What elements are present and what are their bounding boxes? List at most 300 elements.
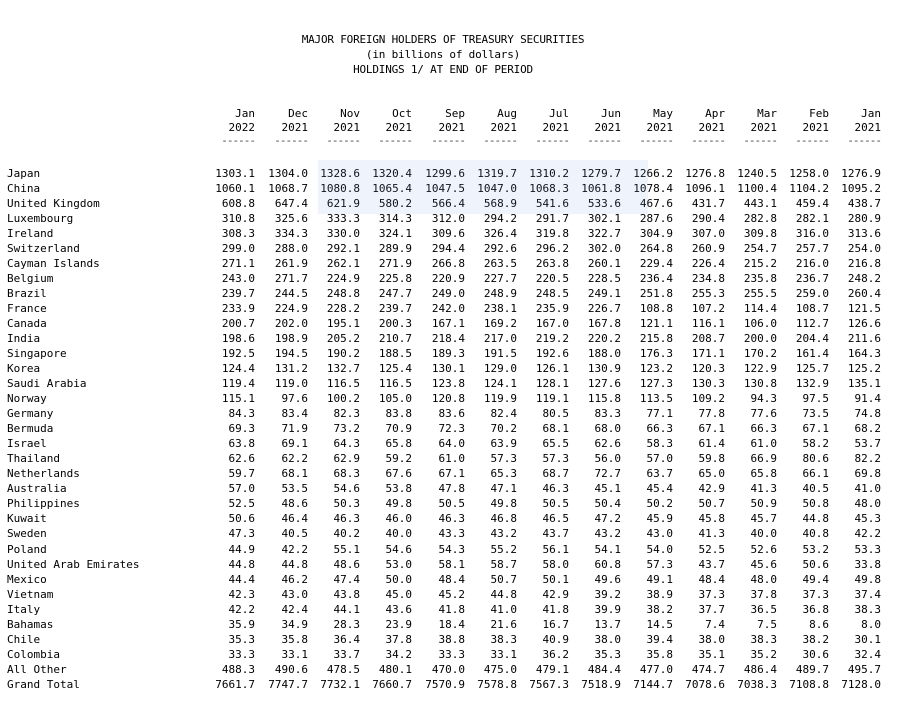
column-year-header: 2021 [802,121,829,134]
holding-value-cell: 1299.6 [425,167,465,180]
holding-value-cell: 47.2 [594,512,621,525]
holding-value-cell: 83.8 [385,407,412,420]
holding-value-cell: 7747.7 [268,678,308,691]
holding-value-cell: 130.3 [691,377,725,390]
holding-value-cell: 35.8 [281,633,308,646]
holding-value-cell: 495.7 [847,663,881,676]
holding-value-cell: 1320.4 [372,167,412,180]
holding-value-cell: 7128.0 [841,678,881,691]
holding-value-cell: 289.9 [378,242,412,255]
holding-value-cell: 257.7 [795,242,829,255]
holding-value-cell: 7108.8 [789,678,829,691]
holding-value-cell: 227.7 [483,272,517,285]
holding-value-cell: 57.0 [228,482,255,495]
holding-value-cell: 107.2 [691,302,725,315]
holding-value-cell: 192.6 [535,347,569,360]
holding-value-cell: 1276.8 [685,167,725,180]
holding-value-cell: 488.3 [221,663,255,676]
holding-value-cell: 239.7 [378,302,412,315]
holding-value-cell: 43.2 [490,527,517,540]
row-country-label: Cayman Islands [7,257,100,270]
holding-value-cell: 216.8 [847,257,881,270]
row-country-label: Luxembourg [7,212,74,225]
holding-value-cell: 326.4 [483,227,517,240]
holding-value-cell: 309.6 [431,227,465,240]
holding-value-cell: 42.2 [228,603,255,616]
holding-value-cell: 43.8 [333,588,360,601]
column-separator: ------ [639,134,673,147]
holding-value-cell: 33.3 [438,648,465,661]
holding-value-cell: 38.2 [646,603,673,616]
holding-value-cell: 294.2 [483,212,517,225]
holding-value-cell: 113.5 [639,392,673,405]
holding-value-cell: 484.4 [587,663,621,676]
holding-value-cell: 50.0 [385,573,412,586]
holding-value-cell: 50.8 [802,497,829,510]
holding-value-cell: 234.8 [691,272,725,285]
holding-value-cell: 1328.6 [320,167,360,180]
column-year-header: 2021 [646,121,673,134]
column-month-header: Jan [235,107,255,120]
holding-value-cell: 52.5 [698,543,725,556]
holding-value-cell: 1240.5 [737,167,777,180]
column-month-header: Jun [601,107,621,120]
holding-value-cell: 68.3 [333,467,360,480]
holding-value-cell: 38.0 [594,633,621,646]
holding-value-cell: 116.5 [326,377,360,390]
holding-value-cell: 35.8 [646,648,673,661]
holding-value-cell: 215.8 [639,332,673,345]
holding-value-cell: 44.8 [281,558,308,571]
holding-value-cell: 77.6 [750,407,777,420]
holding-value-cell: 43.2 [594,527,621,540]
holding-value-cell: 192.5 [221,347,255,360]
column-separator: ------ [431,134,465,147]
holding-value-cell: 541.6 [535,197,569,210]
holding-value-cell: 33.7 [333,648,360,661]
holding-value-cell: 54.3 [438,543,465,556]
holding-value-cell: 120.8 [431,392,465,405]
holding-value-cell: 57.0 [646,452,673,465]
holding-value-cell: 53.5 [281,482,308,495]
holding-value-cell: 68.7 [542,467,569,480]
holding-value-cell: 116.5 [378,377,412,390]
holding-value-cell: 475.0 [483,663,517,676]
holding-value-cell: 229.4 [639,257,673,270]
holding-value-cell: 100.2 [326,392,360,405]
holding-value-cell: 53.0 [385,558,412,571]
holding-value-cell: 125.4 [378,362,412,375]
holding-value-cell: 38.9 [646,588,673,601]
holding-value-cell: 479.1 [535,663,569,676]
holding-value-cell: 62.9 [333,452,360,465]
holding-value-cell: 60.8 [594,558,621,571]
holding-value-cell: 59.7 [228,467,255,480]
holding-value-cell: 319.8 [535,227,569,240]
holding-value-cell: 125.7 [795,362,829,375]
holding-value-cell: 49.6 [594,573,621,586]
row-country-label: Vietnam [7,588,54,601]
holding-value-cell: 77.8 [698,407,725,420]
holding-value-cell: 68.1 [542,422,569,435]
holding-value-cell: 65.3 [490,467,517,480]
holding-value-cell: 40.0 [750,527,777,540]
holding-value-cell: 106.0 [743,317,777,330]
holding-value-cell: 52.5 [228,497,255,510]
row-country-label: Germany [7,407,54,420]
row-country-label: Italy [7,603,41,616]
holding-value-cell: 55.2 [490,543,517,556]
row-country-label: Sweden [7,527,47,540]
holding-value-cell: 333.3 [326,212,360,225]
holding-value-cell: 161.4 [795,347,829,360]
holding-value-cell: 238.1 [483,302,517,315]
holding-value-cell: 44.8 [228,558,255,571]
holding-value-cell: 7567.3 [529,678,569,691]
holding-value-cell: 66.3 [646,422,673,435]
holding-value-cell: 200.7 [221,317,255,330]
holding-value-cell: 69.8 [854,467,881,480]
holding-value-cell: 313.6 [847,227,881,240]
holding-value-cell: 280.9 [847,212,881,225]
holding-value-cell: 132.9 [795,377,829,390]
holding-value-cell: 50.5 [438,497,465,510]
holding-value-cell: 7078.6 [685,678,725,691]
holding-value-cell: 235.9 [535,302,569,315]
holding-value-cell: 18.4 [438,618,465,631]
holding-value-cell: 68.0 [594,422,621,435]
holding-value-cell: 108.8 [639,302,673,315]
holding-value-cell: 37.8 [385,633,412,646]
holding-value-cell: 49.1 [646,573,673,586]
holding-value-cell: 132.7 [326,362,360,375]
holding-value-cell: 46.3 [542,482,569,495]
row-country-label: China [7,182,41,195]
holding-value-cell: 49.8 [490,497,517,510]
holding-value-cell: 261.9 [274,257,308,270]
holding-value-cell: 41.8 [438,603,465,616]
holding-value-cell: 33.3 [228,648,255,661]
holding-value-cell: 1078.4 [633,182,673,195]
holding-value-cell: 41.3 [698,527,725,540]
column-month-header: May [653,107,673,120]
holding-value-cell: 65.8 [750,467,777,480]
report-units: (in billions of dollars) [365,48,521,61]
holding-value-cell: 1100.4 [737,182,777,195]
holding-value-cell: 63.7 [646,467,673,480]
holding-value-cell: 48.6 [281,497,308,510]
holding-value-cell: 94.3 [750,392,777,405]
holding-value-cell: 16.7 [542,618,569,631]
holding-value-cell: 477.0 [639,663,673,676]
column-separator: ------ [274,134,308,147]
holding-value-cell: 72.7 [594,467,621,480]
row-country-label: United Kingdom [7,197,100,210]
column-year-header: 2021 [542,121,569,134]
holding-value-cell: 47.3 [228,527,255,540]
row-country-label: India [7,332,41,345]
holding-value-cell: 77.1 [646,407,673,420]
holding-value-cell: 325.6 [274,212,308,225]
column-year-header: 2021 [854,121,881,134]
holding-value-cell: 50.9 [750,497,777,510]
holding-value-cell: 478.5 [326,663,360,676]
holding-value-cell: 82.3 [333,407,360,420]
holding-value-cell: 39.4 [646,633,673,646]
holding-value-cell: 41.3 [750,482,777,495]
row-country-label: Kuwait [7,512,47,525]
holding-value-cell: 55.1 [333,543,360,556]
holding-value-cell: 486.4 [743,663,777,676]
holding-value-cell: 167.8 [587,317,621,330]
holding-value-cell: 119.0 [274,377,308,390]
holding-value-cell: 164.3 [847,347,881,360]
holding-value-cell: 1104.2 [789,182,829,195]
holding-value-cell: 128.1 [535,377,569,390]
holding-value-cell: 45.6 [750,558,777,571]
row-country-label: Colombia [7,648,60,661]
holding-value-cell: 40.5 [281,527,308,540]
holding-value-cell: 264.8 [639,242,673,255]
holding-value-cell: 37.8 [750,588,777,601]
holding-value-cell: 53.2 [802,543,829,556]
holding-value-cell: 30.6 [802,648,829,661]
holding-value-cell: 42.9 [698,482,725,495]
holding-value-cell: 40.0 [385,527,412,540]
holding-value-cell: 47.1 [490,482,517,495]
holding-value-cell: 568.9 [483,197,517,210]
holding-value-cell: 39.2 [594,588,621,601]
holding-value-cell: 119.1 [535,392,569,405]
holding-value-cell: 50.7 [490,573,517,586]
holding-value-cell: 260.9 [691,242,725,255]
row-country-label: Thailand [7,452,60,465]
holding-value-cell: 83.6 [438,407,465,420]
holding-value-cell: 7660.7 [372,678,412,691]
holding-value-cell: 291.7 [535,212,569,225]
holding-value-cell: 191.5 [483,347,517,360]
holding-value-cell: 308.3 [221,227,255,240]
holding-value-cell: 566.4 [431,197,465,210]
column-year-header: 2021 [750,121,777,134]
holding-value-cell: 198.6 [221,332,255,345]
holding-value-cell: 67.1 [438,467,465,480]
holding-value-cell: 46.8 [490,512,517,525]
holding-value-cell: 40.9 [542,633,569,646]
holding-value-cell: 42.2 [854,527,881,540]
column-separator: ------ [221,134,255,147]
holding-value-cell: 220.2 [587,332,621,345]
column-month-header: Jul [549,107,569,120]
holding-value-cell: 40.2 [333,527,360,540]
column-month-header: Feb [809,107,829,120]
holding-value-cell: 167.0 [535,317,569,330]
holding-value-cell: 249.1 [587,287,621,300]
holding-value-cell: 219.2 [535,332,569,345]
holding-value-cell: 470.0 [431,663,465,676]
holding-value-cell: 299.0 [221,242,255,255]
holding-value-cell: 7144.7 [633,678,673,691]
holding-value-cell: 45.0 [385,588,412,601]
holding-value-cell: 54.6 [385,543,412,556]
holding-value-cell: 467.6 [639,197,673,210]
holding-value-cell: 167.1 [431,317,465,330]
holding-value-cell: 1319.7 [477,167,517,180]
holding-value-cell: 189.3 [431,347,465,360]
holding-value-cell: 43.3 [438,527,465,540]
holding-value-cell: 35.1 [698,648,725,661]
holding-value-cell: 247.7 [378,287,412,300]
holding-value-cell: 50.4 [594,497,621,510]
holding-value-cell: 266.8 [431,257,465,270]
holding-value-cell: 127.6 [587,377,621,390]
holding-value-cell: 58.0 [542,558,569,571]
holding-value-cell: 224.9 [326,272,360,285]
holding-value-cell: 57.3 [490,452,517,465]
holding-value-cell: 307.0 [691,227,725,240]
holding-value-cell: 190.2 [326,347,360,360]
holding-value-cell: 304.9 [639,227,673,240]
holding-value-cell: 47.4 [333,573,360,586]
holding-value-cell: 248.2 [847,272,881,285]
holding-value-cell: 119.4 [221,377,255,390]
row-country-label: Saudi Arabia [7,377,87,390]
holding-value-cell: 255.3 [691,287,725,300]
holding-value-cell: 65.5 [542,437,569,450]
holding-value-cell: 46.4 [281,512,308,525]
holding-value-cell: 49.4 [802,573,829,586]
row-country-label: Bahamas [7,618,54,631]
holding-value-cell: 1060.1 [215,182,255,195]
holding-value-cell: 54.1 [594,543,621,556]
column-year-header: 2021 [490,121,517,134]
holding-value-cell: 248.5 [535,287,569,300]
holding-value-cell: 45.9 [646,512,673,525]
holding-value-cell: 131.2 [274,362,308,375]
column-year-header: 2021 [698,121,725,134]
row-country-label: Brazil [7,287,47,300]
holding-value-cell: 1061.8 [581,182,621,195]
holding-value-cell: 218.4 [431,332,465,345]
holding-value-cell: 288.0 [274,242,308,255]
holding-value-cell: 123.8 [431,377,465,390]
holding-value-cell: 70.2 [490,422,517,435]
holding-value-cell: 50.3 [333,497,360,510]
holding-value-cell: 8.0 [861,618,881,631]
row-country-label: Mexico [7,573,47,586]
holding-value-cell: 42.3 [228,588,255,601]
holding-value-cell: 73.5 [802,407,829,420]
holding-value-cell: 80.5 [542,407,569,420]
holding-value-cell: 43.0 [646,527,673,540]
holding-value-cell: 33.1 [281,648,308,661]
column-month-header: Dec [288,107,308,120]
holding-value-cell: 271.7 [274,272,308,285]
holding-value-cell: 42.9 [542,588,569,601]
holding-value-cell: 37.3 [698,588,725,601]
holding-value-cell: 216.0 [795,257,829,270]
row-country-label: France [7,302,47,315]
holding-value-cell: 40.8 [802,527,829,540]
holding-value-cell: 217.0 [483,332,517,345]
holding-value-cell: 64.0 [438,437,465,450]
holding-value-cell: 220.9 [431,272,465,285]
holding-value-cell: 251.8 [639,287,673,300]
holding-value-cell: 57.3 [646,558,673,571]
holding-value-cell: 62.6 [594,437,621,450]
holding-value-cell: 188.5 [378,347,412,360]
holding-value-cell: 200.0 [743,332,777,345]
holding-value-cell: 130.9 [587,362,621,375]
holding-value-cell: 254.0 [847,242,881,255]
holding-value-cell: 215.2 [743,257,777,270]
row-country-label: All Other [7,663,67,676]
holding-value-cell: 30.1 [854,633,881,646]
holding-value-cell: 7578.8 [477,678,517,691]
holding-value-cell: 188.0 [587,347,621,360]
holding-value-cell: 44.1 [333,603,360,616]
holding-value-cell: 35.2 [750,648,777,661]
holding-value-cell: 263.5 [483,257,517,270]
row-country-label: Grand Total [7,678,80,691]
holding-value-cell: 39.9 [594,603,621,616]
row-country-label: Korea [7,362,41,375]
holding-value-cell: 44.4 [228,573,255,586]
holding-value-cell: 324.1 [378,227,412,240]
holding-value-cell: 1266.2 [633,167,673,180]
column-separator: ------ [483,134,517,147]
holding-value-cell: 176.3 [639,347,673,360]
holding-value-cell: 21.6 [490,618,517,631]
holding-value-cell: 67.1 [698,422,725,435]
holding-value-cell: 97.6 [281,392,308,405]
column-month-header: Nov [340,107,360,120]
holding-value-cell: 200.3 [378,317,412,330]
holding-value-cell: 443.1 [743,197,777,210]
holding-value-cell: 42.4 [281,603,308,616]
holding-value-cell: 312.0 [431,212,465,225]
holding-value-cell: 292.1 [326,242,360,255]
holding-value-cell: 43.7 [698,558,725,571]
holding-value-cell: 260.1 [587,257,621,270]
holding-value-cell: 292.6 [483,242,517,255]
holding-value-cell: 48.4 [438,573,465,586]
holding-value-cell: 235.8 [743,272,777,285]
holding-value-cell: 533.6 [587,197,621,210]
holding-value-cell: 205.2 [326,332,360,345]
holding-value-cell: 263.8 [535,257,569,270]
holding-value-cell: 1068.7 [268,182,308,195]
holding-value-cell: 58.7 [490,558,517,571]
column-separator: ------ [743,134,777,147]
holding-value-cell: 50.5 [542,497,569,510]
holding-value-cell: 38.3 [854,603,881,616]
holding-value-cell: 37.7 [698,603,725,616]
holding-value-cell: 248.9 [483,287,517,300]
column-separator: ------ [847,134,881,147]
holding-value-cell: 37.4 [854,588,881,601]
holding-value-cell: 1065.4 [372,182,412,195]
holding-value-cell: 480.1 [378,663,412,676]
holding-value-cell: 239.7 [221,287,255,300]
holding-value-cell: 43.7 [542,527,569,540]
holding-value-cell: 114.4 [743,302,777,315]
holding-value-cell: 287.6 [639,212,673,225]
holding-value-cell: 120.3 [691,362,725,375]
row-country-label: Israel [7,437,47,450]
holding-value-cell: 1279.7 [581,167,621,180]
column-month-header: Apr [705,107,725,120]
